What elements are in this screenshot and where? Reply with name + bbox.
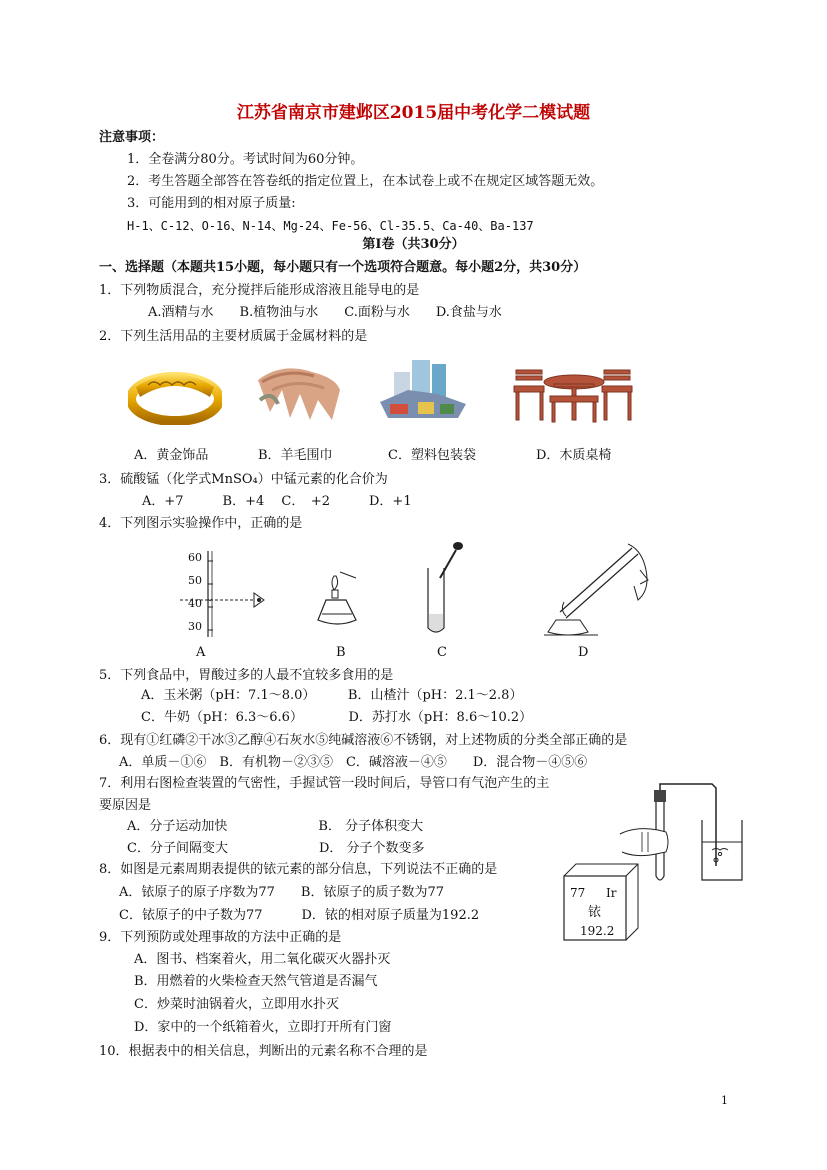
question-3-stem: 3．硫酸锰（化学式MnSO₄）中锰元素的化合价为	[99, 472, 388, 487]
question-2-option-c: C．塑料包装袋	[388, 448, 476, 463]
diagram-label-b: B	[336, 645, 346, 660]
question-1-stem: 1．下列物质混合，充分搅拌后能形成溶液且能导电的是	[99, 283, 420, 298]
question-3-options: A．+7 B．+4 C． +2 D．+1	[142, 494, 412, 509]
question-2-option-a: A．黄金饰品	[134, 448, 209, 463]
cylinder-tick-40: 40	[188, 597, 202, 610]
question-8-options-line-1: A．铱原子的原子序数为77 B．铱原子的质子数为77	[119, 885, 445, 900]
question-5-stem: 5．下列食品中，胃酸过多的人最不宜较多食用的是	[99, 668, 394, 683]
element-atomic-mass: 192.2	[580, 924, 615, 938]
question-9-option-d: D．家中的一个纸箱着火，立即打开所有门窗	[134, 1020, 392, 1035]
page-number: 1	[721, 1094, 728, 1107]
diagram-label-c: C	[437, 645, 447, 660]
notice-heading: 注意事项：	[99, 130, 165, 145]
part-1-title: 第Ⅰ卷（共30分）	[362, 237, 465, 252]
wooden-table-chairs-image	[510, 360, 636, 424]
dropper-test-tube-diagram	[420, 540, 464, 640]
notice-item-1: 1．全卷满分80分。考试时间为60分钟。	[127, 152, 364, 167]
question-2-stem: 2．下列生活用品的主要材质属于金属材料的是	[99, 329, 368, 344]
page-title: 江苏省南京市建邺区2015届中考化学二模试题	[236, 103, 591, 123]
question-7-options-line-2: C．分子间隔变大 D． 分子个数变多	[127, 841, 425, 856]
gold-ring-image	[128, 357, 222, 425]
question-8-stem: 8．如图是元素周期表提供的铱元素的部分信息，下列说法不正确的是	[99, 862, 498, 877]
element-symbol: Ir	[606, 886, 617, 900]
question-9-stem: 9．下列预防或处理事故的方法中正确的是	[99, 930, 342, 945]
question-5-options-line-2: C．牛奶（pH：6.3～6.6） D．苏打水（pH：8.6～10.2）	[141, 710, 533, 725]
diagram-label-d: D	[578, 645, 589, 660]
question-9-option-b: B．用燃着的火柴检查天然气管道是否漏气	[134, 974, 378, 989]
cylinder-tick-60: 60	[188, 551, 202, 564]
alcohol-lamp-diagram	[312, 568, 362, 632]
question-2-option-d: D．木质桌椅	[536, 448, 612, 463]
question-4-stem: 4．下列图示实验操作中，正确的是	[99, 516, 303, 531]
wool-scarf-image	[252, 360, 344, 422]
cylinder-tick-50: 50	[188, 574, 202, 587]
question-6-options: A．单质－①⑥ B．有机物－②③⑤ C．碱溶液－④⑤ D．混合物－④⑤⑥	[119, 755, 588, 770]
question-2-option-b: B．羊毛围巾	[258, 448, 333, 463]
plastic-bags-image	[378, 356, 468, 422]
element-name: 铱	[588, 905, 602, 920]
question-1-options: A.酒精与水 B.植物油与水 C.面粉与水 D.食盐与水	[148, 305, 502, 320]
notice-item-3: 3．可能用到的相对原子质量:	[127, 196, 296, 211]
question-6-stem: 6．现有①红磷②干冰③乙醇④石灰水⑤纯碱溶液⑥不锈钢，对上述物质的分类全部正确的是	[99, 733, 628, 748]
question-7-stem-line-1: 7．利用右图检查装置的气密性，手握试管一段时间后，导管口有气泡产生的主	[99, 776, 550, 791]
question-9-option-c: C．炒菜时油锅着火，立即用水扑灭	[134, 997, 339, 1012]
section-1-title: 一、选择题（本题共15小题，每小题只有一个选项符合题意。每小题2分，共30分）	[99, 260, 587, 275]
question-7-stem-line-2: 要原因是	[99, 798, 152, 813]
question-10-stem: 10．根据表中的相关信息，判断出的元素名称不合理的是	[99, 1044, 428, 1059]
diagram-label-a: A	[196, 645, 206, 660]
heating-test-tube-diagram	[542, 540, 654, 640]
notice-item-2: 2．考生答题全部答在答卷纸的指定位置上，在本试卷上或不在规定区域答题无效。	[127, 174, 604, 189]
cylinder-tick-30: 30	[188, 620, 202, 633]
question-7-options-line-1: A．分子运动加快 B． 分子体积变大	[127, 819, 424, 834]
question-9-option-a: A．图书、档案着火，用二氧化碳灭火器扑灭	[134, 952, 391, 967]
question-8-options-line-2: C．铱原子的中子数为77 D．铱的相对原子质量为192.2	[119, 908, 480, 923]
question-5-options-line-1: A．玉米粥（pH：7.1～8.0） B．山楂汁（pH：2.1～2.8）	[141, 688, 523, 703]
atomic-masses: H-1、C-12、O-16、N-14、Mg-24、Fe-56、Cl-35.5、Ca-40、Ba-137	[127, 219, 534, 233]
element-atomic-number: 77	[570, 886, 586, 900]
